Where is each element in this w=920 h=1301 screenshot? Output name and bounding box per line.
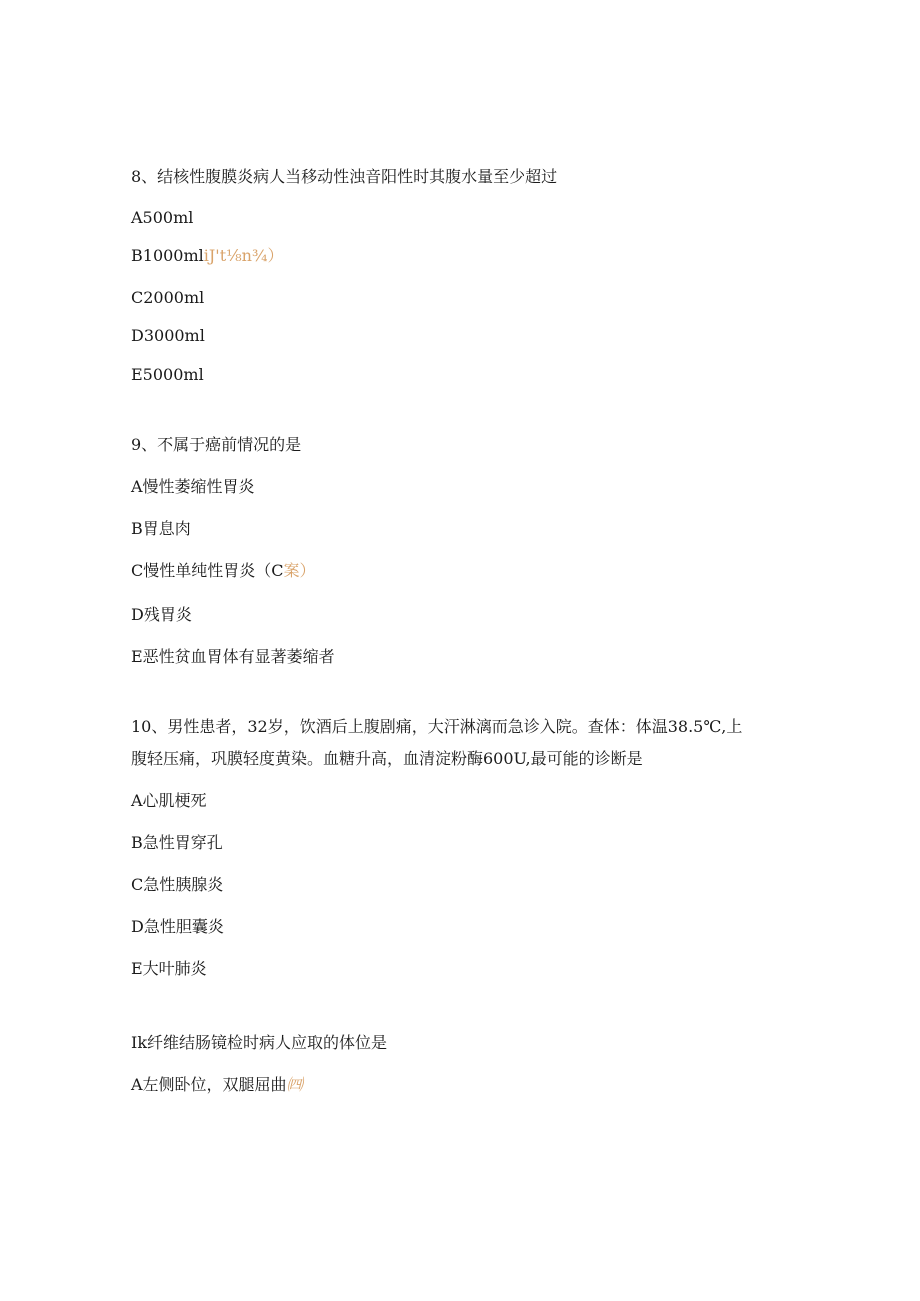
question-10-option-d: D急性胆囊炎: [131, 917, 224, 936]
question-8-stem: 8、结核性腹膜炎病人当移动性浊音阳性时其腹水量至少超过: [131, 167, 558, 186]
question-8-option-c: C2000ml: [131, 288, 205, 307]
question-11-option-a: [131, 1075, 303, 1095]
option-text: B1000ml: [131, 246, 204, 265]
question-10-option-a: A心肌梗死: [131, 791, 207, 810]
question-8-option-d: D3000ml: [131, 326, 205, 345]
question-10-stem-line1: 10、男性患者，32岁，饮酒后上腹剧痛，大汗淋漓而急诊入院。查体：体温38.5℃,上: [131, 717, 743, 736]
question-8-option-b: [131, 246, 283, 266]
question-9-option-d: D残胃炎: [131, 605, 192, 624]
question-11-stem: Ik纤维结肠镜检时病人应取的体位是: [131, 1033, 388, 1052]
question-10-option-c: C急性胰腺炎: [131, 875, 224, 894]
question-8-option-a: A500ml: [131, 208, 194, 227]
option-text: C慢性单纯性胃炎（C: [131, 561, 284, 580]
question-9-option-a: A慢性萎缩性胃炎: [131, 477, 255, 496]
question-9-option-b: B胃息肉: [131, 519, 191, 538]
question-10-stem-line2: 腹轻压痛，巩膜轻度黄染。血糖升高，血清淀粉酶600U,最可能的诊断是: [131, 749, 643, 768]
question-9-stem: 9、不属于癌前情况的是: [131, 435, 302, 454]
question-9-option-c: [131, 561, 316, 581]
answer-annotation: 案）: [283, 561, 316, 580]
answer-annotation: ㈣: [286, 1075, 303, 1094]
question-9-option-e: E恶性贫血胃体有显著萎缩者: [131, 647, 335, 666]
option-text: A左侧卧位，双腿屈曲: [131, 1075, 287, 1094]
question-8-option-e: E5000ml: [131, 365, 204, 384]
question-10-option-b: B急性胃穿孔: [131, 833, 223, 852]
answer-annotation: iJ't⅛n¾）: [203, 246, 284, 265]
question-10-option-e: E大叶肺炎: [131, 959, 207, 978]
